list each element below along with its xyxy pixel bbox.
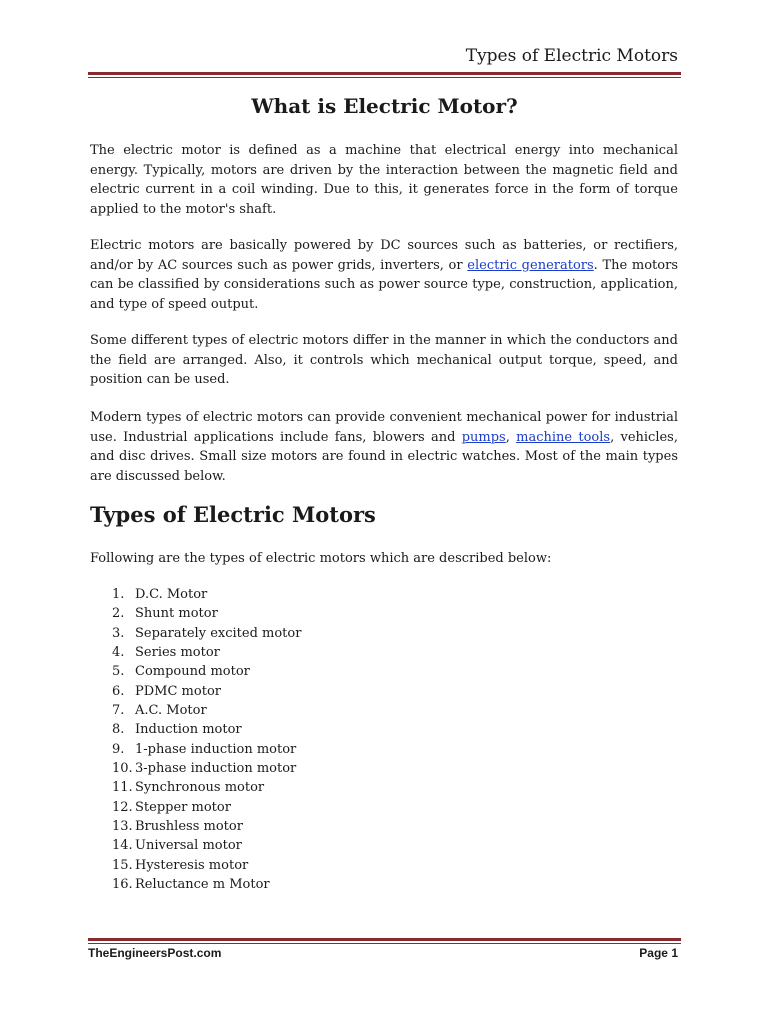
- header-rule-thick: [88, 72, 681, 75]
- list-label: Series motor: [135, 645, 220, 661]
- list-item: [112, 759, 301, 778]
- list-item: [112, 798, 301, 817]
- list-number: 8.: [112, 722, 125, 738]
- list-number: 2.: [112, 606, 125, 622]
- paragraph-text: . The motors can be classified by considerations such as power source type, construction, application, and type of speed output.: [90, 257, 678, 312]
- list-label: 3-phase induction motor: [135, 761, 297, 777]
- list-item: [112, 624, 301, 643]
- list-number: 3.: [112, 625, 125, 641]
- list-number: 16.: [112, 877, 133, 893]
- list-item: [112, 836, 301, 855]
- list-item: [112, 682, 301, 701]
- list-label: Separately excited motor: [135, 625, 302, 641]
- list-number: 7.: [112, 703, 125, 719]
- list-item: [112, 662, 301, 681]
- list-label: Universal motor: [135, 838, 242, 854]
- header-title: Types of Electric Motors: [465, 46, 678, 66]
- list-number: 11.: [112, 780, 133, 796]
- paragraph-modern-types: [90, 408, 678, 486]
- list-label: 1-phase induction motor: [135, 741, 297, 757]
- list-label: Compound motor: [135, 664, 250, 680]
- paragraph-differences: Some different types of electric motors differ in the manner in which the conductors and the field are arranged. Also, it controls which mechanical output torque, speed, and position can be used.: [90, 333, 678, 387]
- motor-types-list: [112, 585, 301, 895]
- link-machine-tools[interactable]: machine tools: [516, 429, 611, 445]
- list-item: [112, 701, 301, 720]
- list-item: [112, 740, 301, 759]
- header-rule-thin: [88, 77, 681, 78]
- list-item: [112, 604, 301, 623]
- list-intro: Following are the types of electric motors which are described below:: [90, 551, 552, 566]
- footer-site-name: TheEngineersPost.com: [88, 946, 222, 960]
- paragraph-power-sources: [90, 236, 678, 314]
- paragraph-text: Modern types of electric motors can provide convenient mechanical power for industrial use. Industrial applications include fans, blowers and: [90, 410, 678, 445]
- list-label: Brushless motor: [135, 819, 243, 835]
- list-label: Shunt motor: [135, 606, 218, 622]
- link-pumps[interactable]: pumps: [461, 429, 506, 445]
- list-number: 12.: [112, 799, 133, 815]
- list-label: Hysteresis motor: [135, 857, 249, 873]
- list-number: 5.: [112, 664, 125, 680]
- list-item: [112, 643, 301, 662]
- list-label: Induction motor: [135, 722, 242, 738]
- list-item: [112, 817, 301, 836]
- paragraph-text: , vehicles, and disc drives. Small size motors are found in electric watches. Most of the main types are discussed below.: [90, 429, 678, 484]
- list-number: 6.: [112, 683, 125, 699]
- paragraph-text: ,: [505, 429, 517, 445]
- list-item: [112, 856, 301, 875]
- footer-rule-thick: [88, 938, 681, 941]
- list-number: 14.: [112, 838, 133, 854]
- page-title: What is Electric Motor?: [251, 94, 518, 118]
- list-number: 4.: [112, 645, 125, 661]
- paragraph-text: Electric motors are basically powered by DC sources such as batteries, or rectifiers, and/or by AC sources such as power grids, inverters, or: [90, 238, 678, 273]
- list-number: 1.: [112, 587, 125, 602]
- list-number: 13.: [112, 819, 133, 835]
- list-label: PDMC motor: [135, 683, 221, 699]
- list-number: 9.: [112, 741, 125, 757]
- list-item: [112, 585, 301, 604]
- link-electric-generators[interactable]: electric generators: [467, 257, 594, 273]
- list-label: Stepper motor: [135, 799, 231, 815]
- footer-page-number: Page 1: [639, 946, 678, 960]
- section-title: Types of Electric Motors: [90, 502, 376, 527]
- list-number: 15.: [112, 857, 133, 873]
- list-label: D.C. Motor: [135, 587, 208, 602]
- footer-rule-thin: [88, 943, 681, 944]
- list-number: 10.: [112, 761, 133, 777]
- list-label: Reluctance m Motor: [135, 877, 270, 893]
- list-item: [112, 720, 301, 739]
- list-item: [112, 778, 301, 797]
- list-label: Synchronous motor: [135, 780, 265, 796]
- paragraph-definition: The electric motor is defined as a machine that electrical energy into mechanical energy. Typically, motors are driven by the interaction between the magnetic field and electric current in a coil winding. Due to this, it generates force in the form of torque applied to the motor's shaft.: [90, 143, 678, 217]
- list-item: [112, 875, 301, 894]
- list-label: A.C. Motor: [135, 703, 207, 719]
